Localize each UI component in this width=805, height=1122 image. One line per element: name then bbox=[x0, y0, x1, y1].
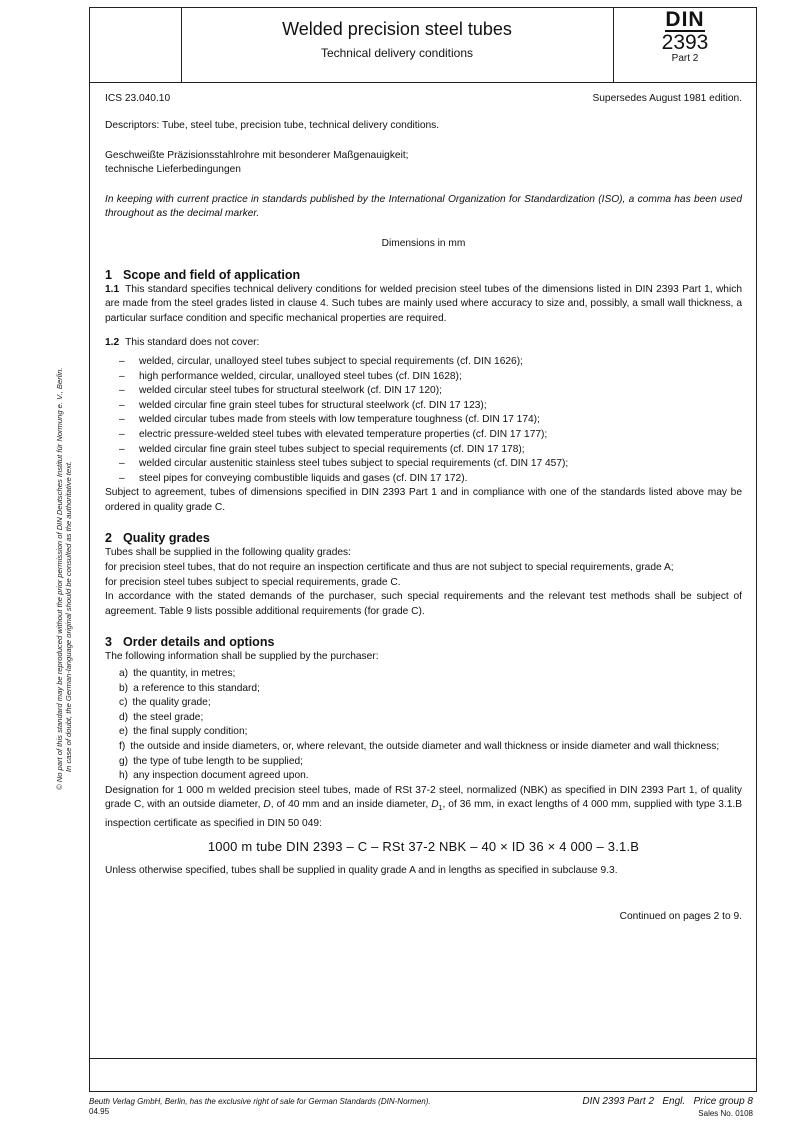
section-title: Order details and options bbox=[123, 635, 275, 650]
descriptors: Descriptors: Tube, steel tube, precision tube, technical delivery conditions. bbox=[105, 120, 440, 131]
clause-text: This standard specifies technical delivery conditions for welded precision steel tubes of the dimensions listed in DIN 2393 Part 1, which are made from the steel grades listed in clause 4. Such tubes are mainly used where accuracy to size and, possibly, a small wall thickness, a particular surface condition and specific mechanical properties are required. bbox=[105, 283, 742, 324]
clause-1-2-intro bbox=[105, 336, 742, 351]
list-item: – welded circular fine grain steel tubes subject to special requirements (cf. DIN 17 178); bbox=[119, 443, 525, 455]
din-number: 2393 bbox=[661, 31, 709, 54]
clause-text: This standard does not cover: bbox=[125, 337, 260, 349]
section-title: Quality grades bbox=[123, 531, 210, 546]
section-number: 2 bbox=[105, 531, 112, 546]
issue-date: 04.95 bbox=[89, 1107, 110, 1116]
german-title-line-1: Geschweißte Präzisionsstahlrohre mit besonderer Maßgenauigkeit; bbox=[105, 149, 409, 161]
list-item: – steel pipes for conveying combustible liquids and gases (cf. DIN 17 172). bbox=[119, 472, 468, 484]
designation-formula: 1000 m tube DIN 2393 – C – RSt 37-2 NBK – 40 × ID 36 × 4 000 – 3.1.B bbox=[207, 838, 640, 854]
list-item: – welded circular steel tubes for structural steelwork (cf. DIN 17 120); bbox=[119, 385, 442, 397]
copyright-line: © No part of this standard may be reproduced without the prior permission of DIN Deutsches Institut für Normung e. V., Berlin. bbox=[55, 367, 64, 790]
din-part: Part 2 bbox=[671, 53, 699, 64]
authoritative-text-line: In case of doubt, the German-language original should be consulted as the authoritative text. bbox=[64, 460, 73, 772]
list-item: – welded circular austenitic stainless steel tubes subject to special requirements (cf. DIN 17 457); bbox=[119, 458, 569, 470]
din-identifier-cell bbox=[614, 7, 756, 82]
list-item: c) the quality grade; bbox=[119, 697, 211, 709]
exclusion-list bbox=[105, 355, 742, 486]
ics-row bbox=[105, 93, 742, 104]
footer-rule bbox=[89, 1058, 757, 1059]
list-item: b) a reference to this standard; bbox=[119, 682, 260, 694]
footer-reference bbox=[582, 1096, 753, 1120]
document-reference: DIN 2393 Part 2 Engl. Price group 8 bbox=[582, 1096, 753, 1107]
din-logo: DIN bbox=[665, 8, 705, 31]
section-3-heading bbox=[105, 634, 742, 650]
list-item: – welded circular tubes made from steels with low temperature toughness (cf. DIN 17 174); bbox=[119, 414, 540, 426]
document-body bbox=[105, 93, 742, 925]
document-header bbox=[89, 7, 757, 83]
clause-number: 1.1 bbox=[105, 283, 120, 295]
section-number: 1 bbox=[105, 267, 112, 282]
document-subtitle: Technical delivery conditions bbox=[320, 46, 474, 60]
section-2-heading bbox=[105, 530, 742, 546]
decimal-marker-note: In keeping with current practice in standards published by the International Organization for Standardization (ISO), a comma has been used throughout as the decimal marker. bbox=[105, 193, 742, 220]
list-item: – electric pressure-welded steel tubes with elevated temperature properties (cf. DIN 17 177); bbox=[119, 428, 548, 440]
clause-number: 1.2 bbox=[105, 337, 120, 349]
sales-number: Sales No. 0108 bbox=[698, 1109, 753, 1118]
copyright-side-notice bbox=[55, 230, 73, 790]
list-item: – welded circular fine grain steel tubes for structural steelwork (cf. DIN 17 123); bbox=[119, 399, 487, 411]
designation-example: Designation for 1 000 m welded precision steel tubes, made of RSt 37-2 steel, normalized (NBK) as specified in DIN 2393 Part 1, of quality grade C, with an outside diameter, D, of 40 mm and an inside diameter, $D_1$, of 36 mm, in exact lengths of 4 000 mm, supplied with type 3.1.B inspection certificate as specified in DIN 50 049: bbox=[105, 784, 742, 829]
list-item: d) the steel grade; bbox=[119, 711, 204, 723]
list-item: g) the type of tube length to be supplied; bbox=[119, 755, 303, 767]
quality-grade-a: for precision steel tubes, that do not require an inspection certificate and thus are not subject to special requirements, grade A; bbox=[105, 562, 674, 574]
list-item: e) the final supply condition; bbox=[119, 726, 248, 738]
list-item: a) the quantity, in metres; bbox=[119, 668, 236, 680]
section-1-heading bbox=[105, 267, 742, 283]
document-title: Welded precision steel tubes bbox=[282, 19, 512, 39]
header-title-cell bbox=[181, 7, 614, 82]
agreement-note: Subject to agreement, tubes of dimensions specified in DIN 2393 Part 1 and in compliance with one of the standards listed above may be ordered in quality grade C. bbox=[105, 487, 742, 513]
section-title: Scope and field of application bbox=[123, 267, 301, 282]
special-requirements-note: In accordance with the stated demands of the purchaser, such special requirements and the relevant test methods shall be subject of agreement. Table 9 lists possible additional requirements (for grade C). bbox=[105, 591, 742, 617]
clause-1-1 bbox=[105, 283, 742, 327]
order-details-list bbox=[105, 667, 742, 784]
quality-grades-intro: Tubes shall be supplied in the following quality grades: bbox=[105, 547, 351, 559]
header-blank-cell bbox=[89, 7, 182, 82]
ics-code: ICS 23.040.10 bbox=[105, 93, 171, 104]
continued-note: Continued on pages 2 to 9. bbox=[619, 911, 742, 923]
quality-grade-c: for precision steel tubes subject to special requirements, grade C. bbox=[105, 576, 401, 588]
list-item: h) any inspection document agreed upon. bbox=[119, 770, 309, 782]
list-item: – welded, circular, unalloyed steel tubes subject to special requirements (cf. DIN 1626); bbox=[119, 355, 523, 367]
order-details-intro: The following information shall be supplied by the purchaser: bbox=[105, 651, 379, 663]
default-supply-note: Unless otherwise specified, tubes shall be supplied in quality grade A and in lengths as specified in subclause 9.3. bbox=[105, 864, 618, 876]
german-title-line-2: technische Lieferbedingungen bbox=[105, 164, 241, 176]
dimensions-note: Dimensions in mm bbox=[381, 237, 466, 249]
list-item: – high performance welded, circular, unalloyed steel tubes (cf. DIN 1628); bbox=[119, 370, 462, 382]
publisher-notice: Beuth Verlag GmbH, Berlin, has the exclusive right of sale for German Standards (DIN-Normen). 04.95 bbox=[89, 1097, 431, 1116]
section-number: 3 bbox=[105, 635, 112, 650]
list-item: f) the outside and inside diameters, or, where relevant, the outside diameter and wall thickness or inside diameter and wall thickness; bbox=[119, 741, 720, 752]
supersedes-note: Supersedes August 1981 edition. bbox=[592, 93, 742, 104]
